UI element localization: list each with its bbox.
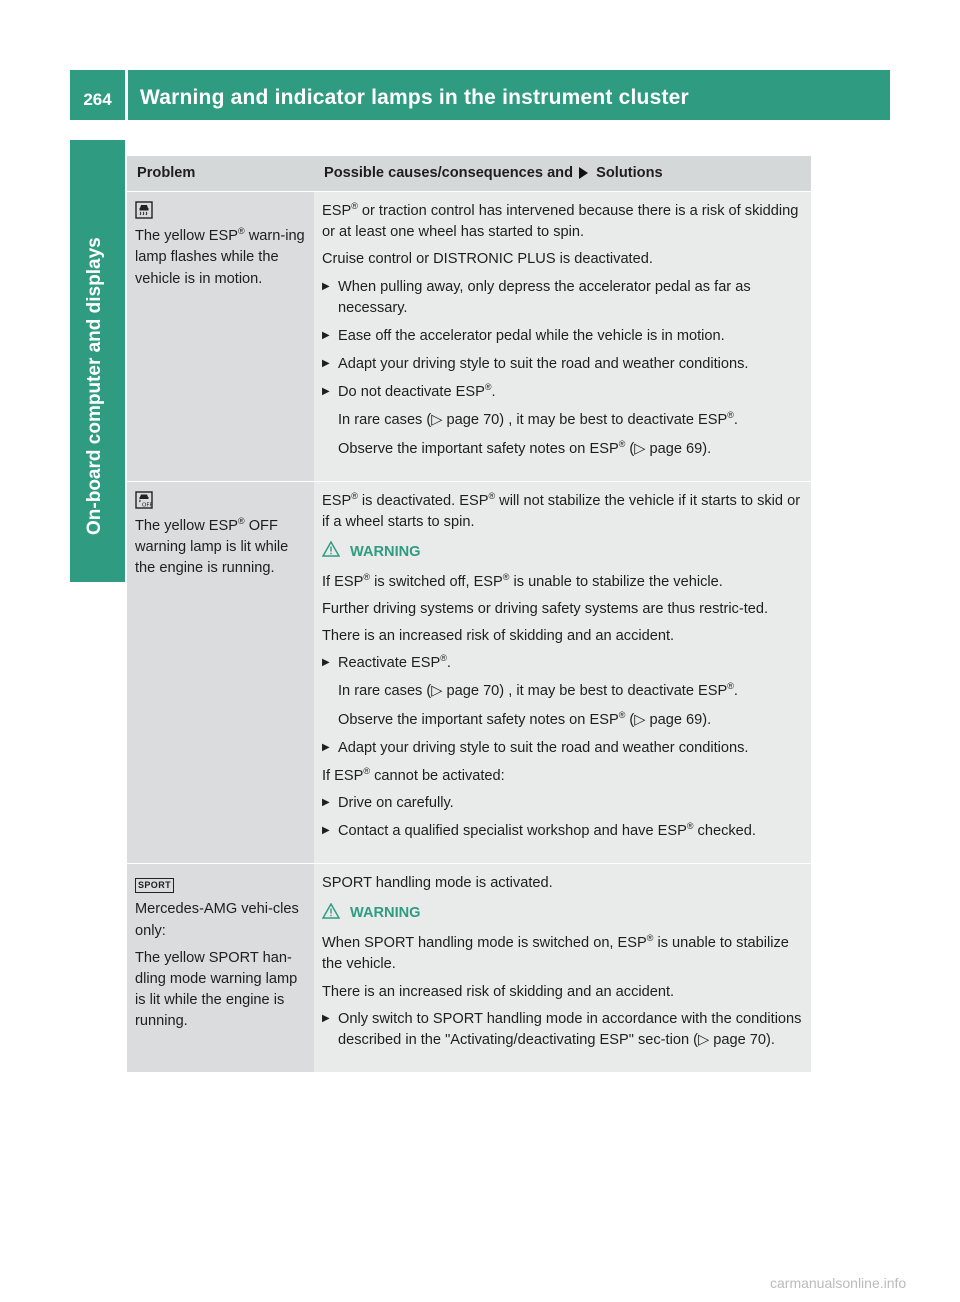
step-arrow-icon: ▶ — [322, 358, 330, 370]
column-header-problem: Problem — [127, 156, 314, 192]
problem-cell — [127, 864, 314, 1072]
page-number: 264 — [70, 70, 125, 120]
page-reference-text[interactable]: In rare cases (▷ page 70) , it may be best to deactivate ESP®. — [338, 410, 738, 429]
solution-step: ▶ Adapt your driving style to suit the road and weather conditions. — [322, 738, 805, 759]
esp-skid-icon — [135, 201, 308, 226]
sport-icon: SPORT — [135, 878, 174, 893]
warning-label: WARNING — [350, 543, 421, 560]
warning-lamps-table — [127, 156, 811, 1072]
solution-step: ▶ Adapt your driving style to suit the road and weather conditions. — [322, 354, 805, 375]
warning-text: If ESP® is switched off, ESP® is unable to stabilize the vehicle. — [322, 571, 723, 590]
column-header-solutions — [314, 156, 811, 192]
warning-text: There is an increased risk of skidding and an accident. — [322, 628, 675, 645]
warning-label: WARNING — [350, 905, 421, 922]
problem-text: The yellow SPORT han-dling mode warning lamp is lit while the engine is running. — [135, 949, 298, 1030]
step-arrow-icon: ▶ — [322, 386, 330, 398]
solution-cell — [314, 192, 811, 482]
step-arrow-icon: ▶ — [322, 329, 330, 341]
warning-heading — [322, 903, 805, 926]
warning-heading — [322, 541, 805, 564]
page-reference-text[interactable]: Observe the important safety notes on ESP® (▷ page 69). — [338, 438, 712, 457]
page-reference-text[interactable]: Observe the important safety notes on ESP® (▷ page 69). — [338, 709, 712, 728]
page-title: Warning and indicator lamps in the instrument cluster — [128, 70, 890, 120]
side-tab-label: On-board computer and displays — [84, 237, 105, 535]
warning-text: When SPORT handling mode is switched on, ESP® is unable to stabilize the vehicle. — [322, 933, 789, 973]
table-row — [127, 192, 811, 482]
step-arrow-icon: ▶ — [322, 741, 330, 753]
step-arrow-icon: ▶ — [322, 280, 330, 292]
step-arrow-icon: ▶ — [322, 1012, 330, 1024]
table-header-row — [127, 156, 811, 192]
warning-triangle-icon — [322, 903, 344, 926]
svg-text:OFF: OFF — [142, 502, 153, 509]
solution-cell — [314, 481, 811, 864]
solution-step: ▶ Contact a qualified specialist workshop and have ESP® checked. — [322, 821, 805, 842]
solution-step: ▶ When pulling away, only depress the accelerator pedal as far as necessary. — [322, 277, 805, 319]
problem-cell — [127, 192, 314, 482]
solution-step: ▶ Ease off the accelerator pedal while the vehicle is in motion. — [322, 326, 805, 347]
consequence-text: Cruise control or DISTRONIC PLUS is deactivated. — [322, 251, 653, 268]
warning-text: Further driving systems or driving safety systems are thus restric-ted. — [322, 600, 769, 617]
solution-cell — [314, 864, 811, 1072]
solution-step: ▶ Reactivate ESP®. — [322, 653, 805, 674]
step-arrow-icon: ▶ — [322, 797, 330, 809]
table-row — [127, 864, 811, 1072]
warning-triangle-icon — [322, 541, 344, 564]
cause-text: SPORT handling mode is activated. — [322, 875, 553, 892]
esp-off-icon — [135, 491, 308, 516]
condition-text: If ESP® cannot be activated: — [322, 766, 505, 784]
solution-step: ▶ Only switch to SPORT handling mode in accordance with the conditions described in the "Activating/deactivating ESP" sec-tion (▷ page 70). — [322, 1009, 805, 1051]
warning-text: There is an increased risk of skidding and an accident. — [322, 983, 675, 1000]
column-header-solutions-label: Solutions — [596, 165, 663, 181]
column-header-causes: Possible causes/consequences and — [324, 165, 574, 181]
problem-cell — [127, 481, 314, 864]
cause-text: ESP® or traction control has intervened because there is a risk of skidding or at least one wheel has started to spin. — [322, 201, 799, 241]
page-header — [70, 70, 890, 120]
solution-step: ▶ Drive on carefully. — [322, 793, 805, 814]
solution-step: ▶ Do not deactivate ESP®. — [322, 382, 805, 403]
step-arrow-icon: ▶ — [322, 657, 330, 669]
problem-text: The yellow ESP® OFF warning lamp is lit while the engine is running. — [135, 516, 289, 577]
watermark: carmanualsonline.info — [770, 1275, 907, 1291]
step-arrow-icon: ▶ — [322, 825, 330, 837]
table-row — [127, 481, 811, 864]
cause-text: ESP® is deactivated. ESP® will not stabilize the vehicle if it starts to skid or if a wheel starts to spin. — [322, 490, 801, 530]
problem-text: Mercedes-AMG vehi-cles only: — [135, 901, 299, 939]
problem-text: The yellow ESP® warn-ing lamp flashes while the vehicle is in motion. — [135, 226, 305, 287]
solutions-arrow-icon — [579, 167, 588, 179]
page-reference-text[interactable]: In rare cases (▷ page 70) , it may be best to deactivate ESP®. — [338, 681, 738, 700]
